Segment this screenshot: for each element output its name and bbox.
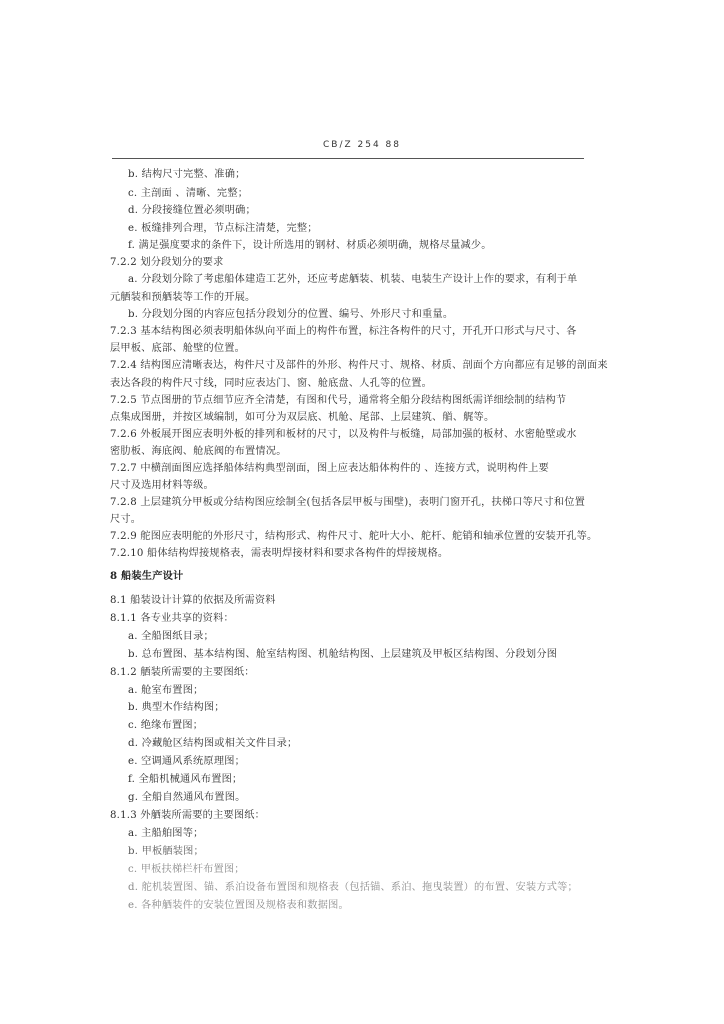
text-line: 7.2.5 节点图册的节点细节应齐全清楚，有图和代号，通常将全船分段结构图纸需详细绘制的结构节 (110, 395, 567, 406)
text-line: a. 主船舶图等； (128, 828, 204, 839)
page-header: CB/Z 254 88 (322, 140, 401, 150)
text-line: 点集成图册，并按区域编制，如可分为双层底、机舱、尾部、上层建筑、艏、艉等。 (110, 412, 495, 423)
text-line: 8.1.1 各专业共享的资料： (110, 613, 234, 624)
text-line: b. 结构尺寸完整、准确； (128, 169, 246, 180)
text-line: e. 空调通风系统原理图； (128, 756, 245, 767)
text-line: 尺寸及选用材料等级。 (110, 480, 214, 491)
text-line: 7.2.7 中横剖面图应选择船体结构典型剖面，图上应表达船体构件的 、连接方式，说明构件上要 (110, 463, 549, 474)
text-line: a. 舱室布置图； (128, 685, 204, 696)
text-line: 7.2.10 船体结构焊接规格表，需表明焊接材料和要求各构件的焊接规格。 (110, 548, 449, 559)
text-line: c. 主剖面 、清晰、完整； (128, 188, 249, 199)
text-line: a. 全船图纸目录； (128, 631, 214, 642)
text-line: 表达各段的构件尺寸线，同时应表达门、窗、舱底盘、人孔等的位置。 (110, 378, 433, 389)
text-line: e. 各种舾装件的安装位置图及规格表和数据图。 (128, 900, 349, 911)
text-line: 7.2.6 外板展开图应表明外板的排列和板材的尺寸，以及构件与板缝，局部加强的板材、水密舱壁或水 (110, 429, 577, 440)
text-line: f. 全船机械通风布置图； (128, 774, 243, 785)
text-line: g. 全船自然通风布置图。 (128, 792, 246, 803)
text-line: 7.2.9 舵图应表明舵的外形尺寸，结构形式、构件尺寸、舵叶大小、舵杆、舵销和轴承位置的安装开孔等。 (110, 531, 598, 542)
text-line: 尺寸。 (110, 514, 142, 525)
text-line: 层甲板、底部、舱壁的位置。 (110, 343, 246, 354)
text-line: 密肋板、海底阀、舱底阀的布置情况。 (110, 446, 287, 457)
text-line: 7.2.3 基本结构图必须表明船体纵向平面上的构件布置，标注各构件的尺寸，开孔开口形式与尺寸、各 (110, 326, 577, 337)
text-line: a. 分段划分除了考虑船体建造工艺外，还应考虑舾装、机装、电装生产设计上作的要求，有利于单 (128, 274, 578, 285)
text-line: c. 绝缘布置图； (128, 720, 204, 731)
text-line: 7.2.4 结构图应清晰表达，构件尺寸及部件的外形、构件尺寸、规格、材质、剖面个方向都应有足够的剖面来 (110, 360, 608, 371)
text-line: d. 冷藏舱区结构图或相关文件目录； (128, 738, 298, 749)
text-line: 8.1.2 舾装所需要的主要图纸： (110, 667, 255, 678)
text-line: 7.2.2 划分段划分的要求 (110, 257, 224, 268)
text-line: b. 甲板舾装图； (128, 846, 204, 857)
text-line: 7.2.8 上层建筑分甲板或分结构图应绘制全(包括各层甲板与围壁)，表明门窗开孔，扶梯口等尺寸和位置 (110, 497, 585, 508)
text-line: 8 船装生产设计 (110, 570, 184, 582)
text-line: d. 分段接缝位置必须明确； (128, 205, 256, 216)
header-rule (112, 158, 584, 159)
text-line: c. 甲板扶梯栏杆布置图； (128, 864, 245, 875)
text-line: 8.1 船装设计计算的依据及所需资料 (110, 595, 276, 606)
text-line: b. 分段划分图的内容应包括分段划分的位置、编号、外形尺寸和重量。 (128, 309, 454, 320)
text-line: f. 满足强度要求的条件下，设计所选用的钢材、材质必须明确，规格尽量减少。 (128, 240, 492, 251)
text-line: d. 舵机装置图、锚、系泊设备布置图和规格表（包括锚、系泊、拖曳装置）的布置、安装方式等； (128, 882, 578, 893)
text-line: 8.1.3 外舾装所需要的主要图纸： (110, 810, 266, 821)
text-line: e. 板缝排列合理，节点标注清楚，完整； (128, 223, 318, 234)
text-line: b. 典型木作结构图； (128, 702, 225, 713)
text-line: 元舾装和预舾装等工作的开展。 (110, 292, 256, 303)
text-line: b. 总布置图、基本结构图、舱室结构图、机舱结构图、上层建筑及甲板区结构图、分段划分图 (128, 649, 558, 660)
